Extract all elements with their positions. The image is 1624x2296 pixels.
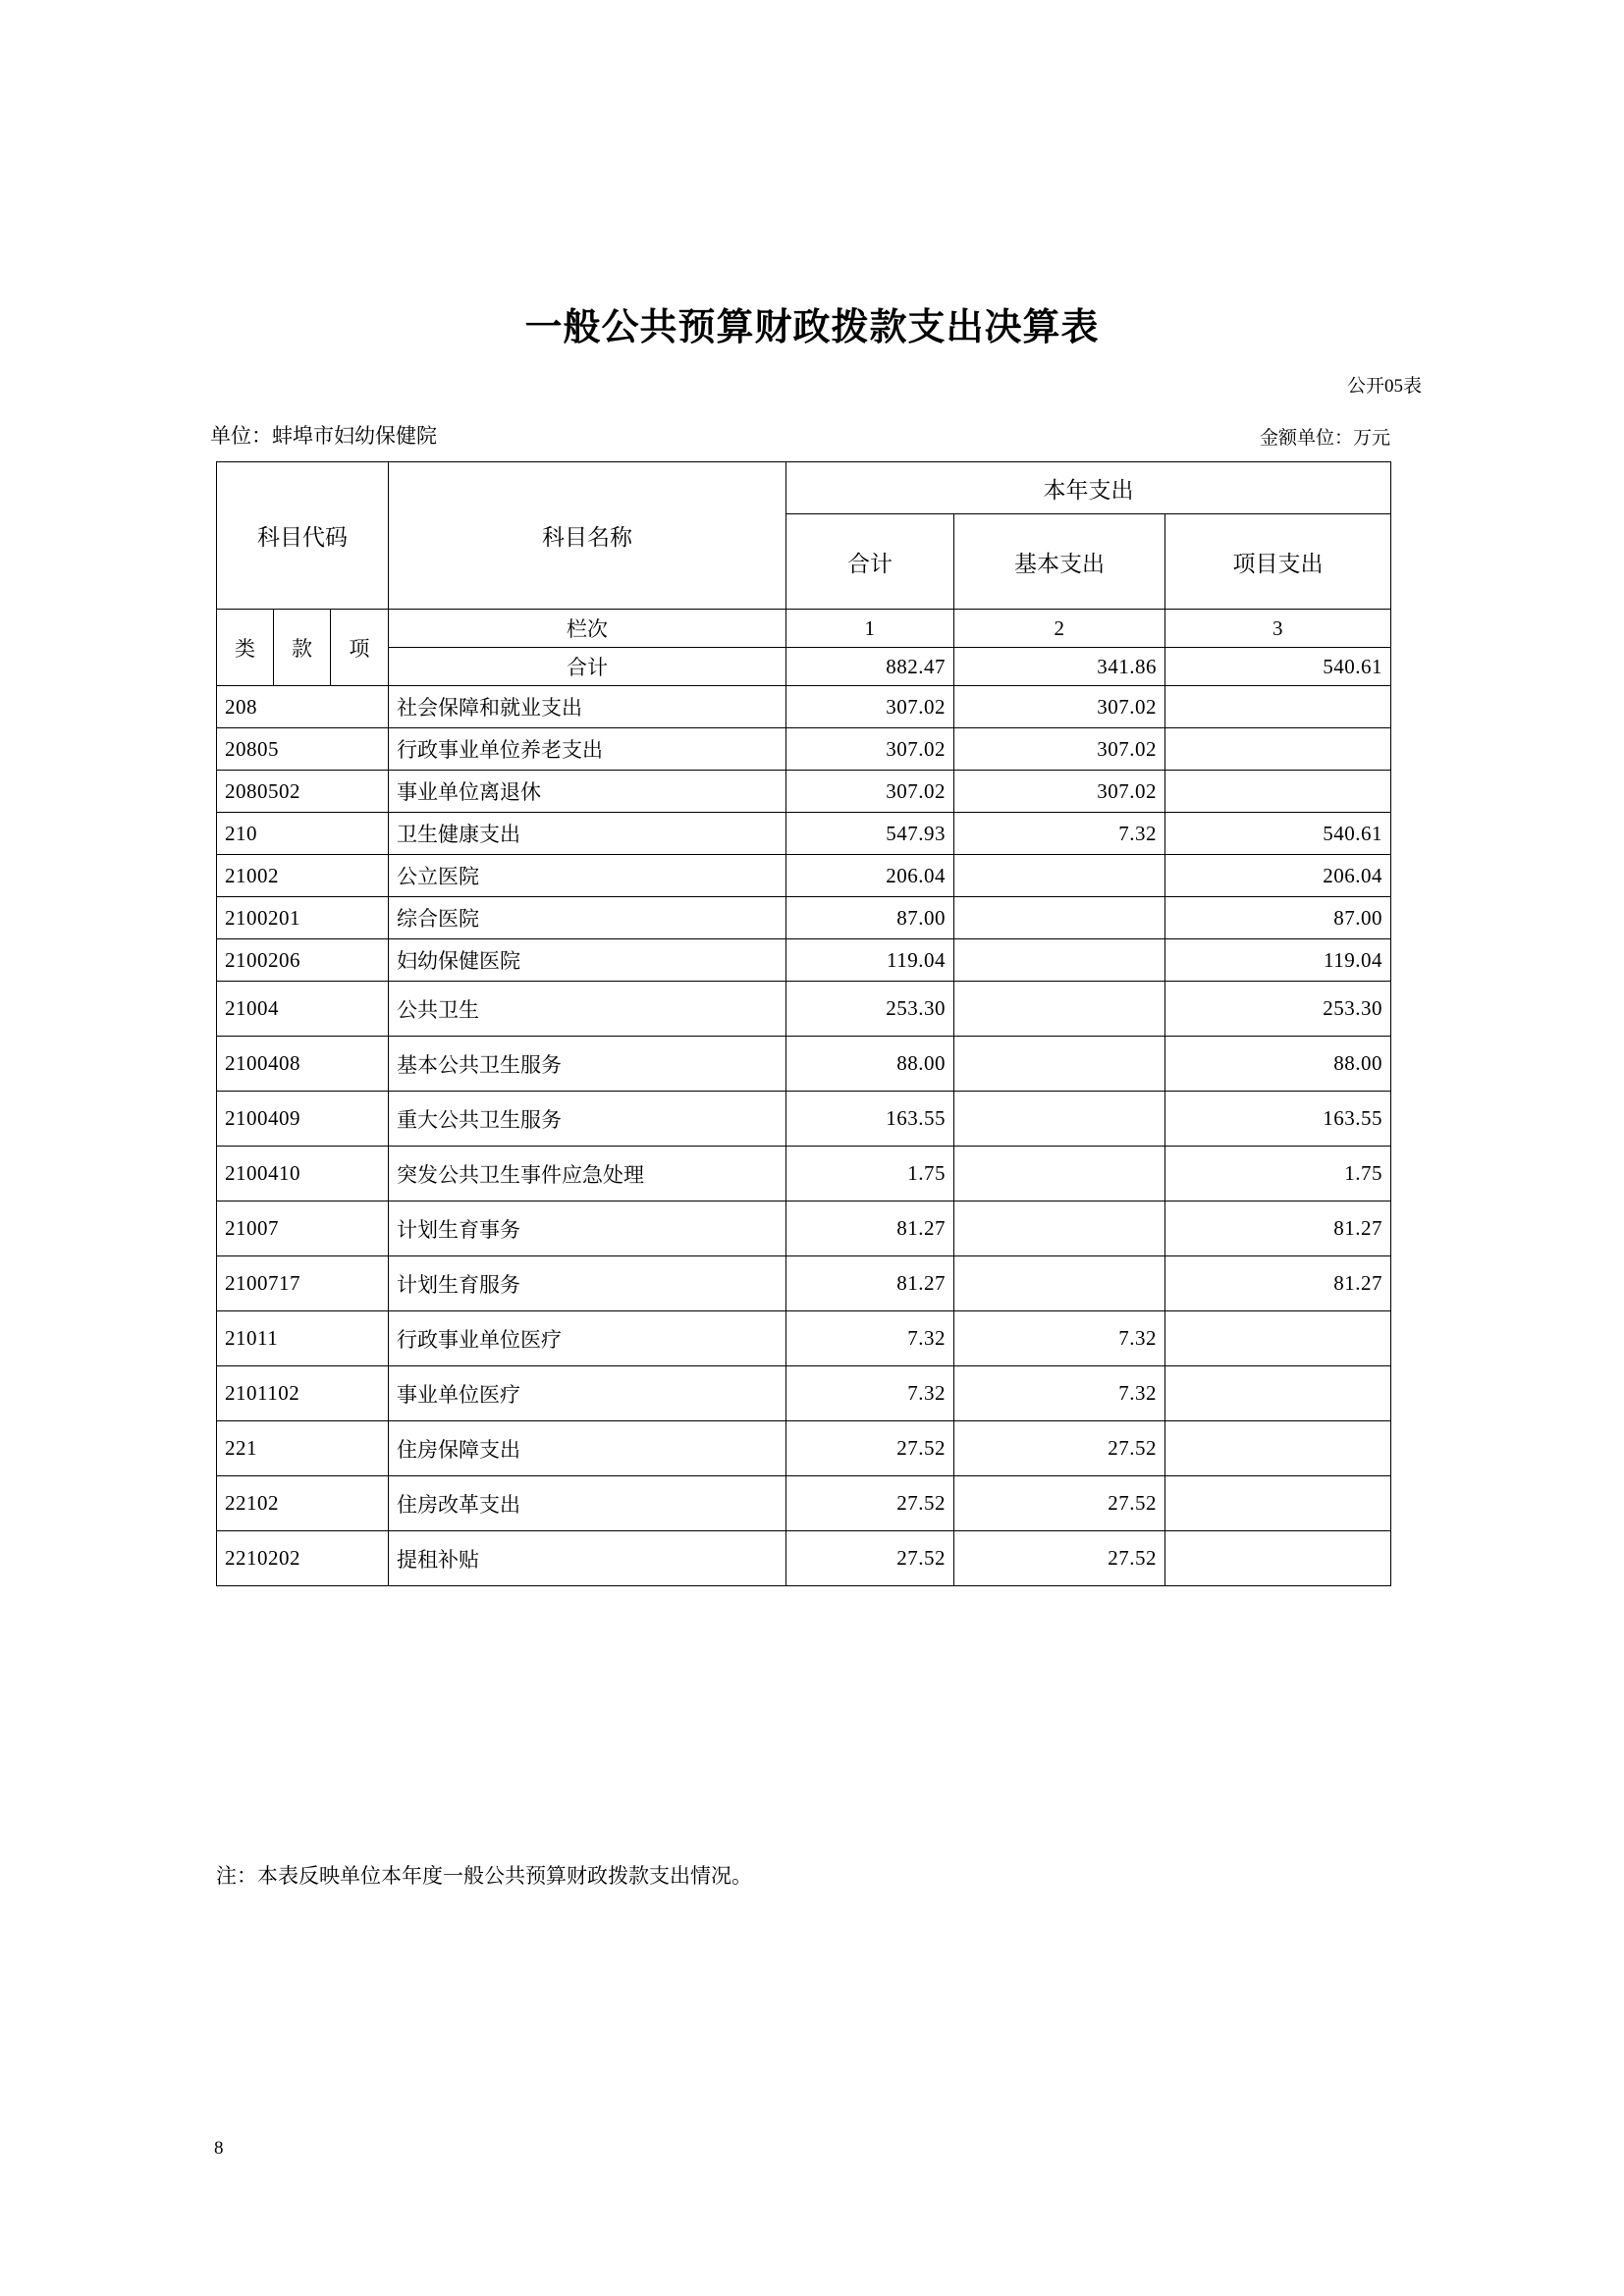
row-total: 7.32 xyxy=(786,1366,954,1421)
row-total: 88.00 xyxy=(786,1037,954,1092)
row-total: 27.52 xyxy=(786,1421,954,1476)
row-total: 253.30 xyxy=(786,982,954,1037)
row-total: 206.04 xyxy=(786,855,954,897)
row-basic-expenditure xyxy=(954,982,1165,1037)
row-project-expenditure: 540.61 xyxy=(1165,813,1391,855)
row-project-expenditure xyxy=(1165,1531,1391,1586)
header-col-3: 3 xyxy=(1165,610,1391,648)
header-lei: 类 xyxy=(217,610,274,686)
row-basic-expenditure: 7.32 xyxy=(954,1366,1165,1421)
row-subject-code: 21002 xyxy=(217,855,389,897)
row-project-expenditure xyxy=(1165,771,1391,813)
grand-total-basic: 341.86 xyxy=(954,648,1165,686)
row-subject-code: 21011 xyxy=(217,1311,389,1366)
row-total: 307.02 xyxy=(786,686,954,728)
row-basic-expenditure: 27.52 xyxy=(954,1421,1165,1476)
table-footnote: 注：本表反映单位本年度一般公共预算财政拨款支出情况。 xyxy=(216,1864,752,1888)
row-subject-name: 事业单位离退休 xyxy=(389,771,786,813)
table-row xyxy=(217,1476,1391,1531)
row-basic-expenditure xyxy=(954,897,1165,939)
row-total: 27.52 xyxy=(786,1476,954,1531)
table-row xyxy=(217,1037,1391,1092)
row-subject-code: 2100410 xyxy=(217,1147,389,1201)
row-subject-code: 2210202 xyxy=(217,1531,389,1586)
header-row-column-index xyxy=(217,610,1391,648)
row-project-expenditure xyxy=(1165,1311,1391,1366)
row-basic-expenditure xyxy=(954,1147,1165,1201)
header-col-1: 1 xyxy=(786,610,954,648)
row-subject-name: 妇幼保健医院 xyxy=(389,939,786,982)
table-body xyxy=(217,686,1391,1586)
row-subject-name: 计划生育服务 xyxy=(389,1256,786,1311)
row-project-expenditure xyxy=(1165,1476,1391,1531)
amount-unit-label: 金额单位：万元 xyxy=(1259,428,1390,449)
header-col-2: 2 xyxy=(954,610,1165,648)
row-subject-name: 基本公共卫生服务 xyxy=(389,1037,786,1092)
table-meta-row xyxy=(210,420,1390,450)
row-total: 547.93 xyxy=(786,813,954,855)
row-subject-name: 提租补贴 xyxy=(389,1531,786,1586)
row-basic-expenditure xyxy=(954,1037,1165,1092)
row-basic-expenditure: 7.32 xyxy=(954,1311,1165,1366)
row-subject-name: 住房改革支出 xyxy=(389,1476,786,1531)
row-subject-code: 2100206 xyxy=(217,939,389,982)
row-project-expenditure: 81.27 xyxy=(1165,1201,1391,1256)
table-row xyxy=(217,1256,1391,1311)
row-subject-code: 221 xyxy=(217,1421,389,1476)
table-header xyxy=(217,462,1391,686)
row-basic-expenditure: 307.02 xyxy=(954,728,1165,771)
row-subject-code: 20805 xyxy=(217,728,389,771)
row-basic-expenditure: 7.32 xyxy=(954,813,1165,855)
row-subject-code: 22102 xyxy=(217,1476,389,1531)
table-row xyxy=(217,1531,1391,1586)
row-basic-expenditure xyxy=(954,1092,1165,1147)
row-total: 81.27 xyxy=(786,1201,954,1256)
row-subject-code: 2100717 xyxy=(217,1256,389,1311)
row-subject-code: 2100408 xyxy=(217,1037,389,1092)
row-subject-code: 21007 xyxy=(217,1201,389,1256)
row-subject-name: 行政事业单位养老支出 xyxy=(389,728,786,771)
grand-total-project: 540.61 xyxy=(1165,648,1391,686)
table-row xyxy=(217,1311,1391,1366)
row-project-expenditure xyxy=(1165,728,1391,771)
row-subject-name: 事业单位医疗 xyxy=(389,1366,786,1421)
row-project-expenditure: 206.04 xyxy=(1165,855,1391,897)
row-project-expenditure: 1.75 xyxy=(1165,1147,1391,1201)
table-row xyxy=(217,686,1391,728)
row-basic-expenditure xyxy=(954,1201,1165,1256)
grand-total-row xyxy=(217,648,1391,686)
row-subject-name: 重大公共卫生服务 xyxy=(389,1092,786,1147)
header-row-top xyxy=(217,462,1391,514)
grand-total-total: 882.47 xyxy=(786,648,954,686)
table-row xyxy=(217,1421,1391,1476)
row-subject-code: 2100409 xyxy=(217,1092,389,1147)
header-kuan: 款 xyxy=(274,610,331,686)
row-project-expenditure: 88.00 xyxy=(1165,1037,1391,1092)
header-total: 合计 xyxy=(786,514,954,610)
row-basic-expenditure xyxy=(954,939,1165,982)
row-subject-name: 公立医院 xyxy=(389,855,786,897)
row-total: 307.02 xyxy=(786,771,954,813)
row-subject-code: 210 xyxy=(217,813,389,855)
row-project-expenditure: 81.27 xyxy=(1165,1256,1391,1311)
page-number: 8 xyxy=(214,2138,224,2159)
unit-label: 单位：蚌埠市妇幼保健院 xyxy=(210,424,437,448)
row-project-expenditure: 163.55 xyxy=(1165,1092,1391,1147)
row-basic-expenditure: 307.02 xyxy=(954,686,1165,728)
row-basic-expenditure xyxy=(954,855,1165,897)
header-subject-name: 科目名称 xyxy=(389,462,786,610)
table-row xyxy=(217,982,1391,1037)
row-basic-expenditure: 27.52 xyxy=(954,1476,1165,1531)
row-subject-code: 2101102 xyxy=(217,1366,389,1421)
row-total: 163.55 xyxy=(786,1092,954,1147)
row-subject-name: 卫生健康支出 xyxy=(389,813,786,855)
header-project-expenditure: 项目支出 xyxy=(1165,514,1391,610)
table-row xyxy=(217,855,1391,897)
header-column-index-label: 栏次 xyxy=(389,610,786,648)
row-subject-name: 计划生育事务 xyxy=(389,1201,786,1256)
row-subject-code: 208 xyxy=(217,686,389,728)
row-total: 1.75 xyxy=(786,1147,954,1201)
table-row xyxy=(217,1201,1391,1256)
row-total: 81.27 xyxy=(786,1256,954,1311)
row-total: 27.52 xyxy=(786,1531,954,1586)
row-project-expenditure xyxy=(1165,1366,1391,1421)
row-project-expenditure: 253.30 xyxy=(1165,982,1391,1037)
row-subject-name: 公共卫生 xyxy=(389,982,786,1037)
row-total: 119.04 xyxy=(786,939,954,982)
page-title: 一般公共预算财政拨款支出决算表 xyxy=(524,304,1100,348)
table-row xyxy=(217,1366,1391,1421)
form-number-label: 公开05表 xyxy=(1346,376,1422,397)
row-total: 7.32 xyxy=(786,1311,954,1366)
table-row xyxy=(217,728,1391,771)
budget-expenditure-table xyxy=(216,461,1391,1586)
table-row xyxy=(217,1092,1391,1147)
row-subject-name: 综合医院 xyxy=(389,897,786,939)
header-current-year: 本年支出 xyxy=(786,462,1391,514)
row-project-expenditure: 87.00 xyxy=(1165,897,1391,939)
header-xiang: 项 xyxy=(331,610,389,686)
grand-total-label: 合计 xyxy=(389,648,786,686)
table-row xyxy=(217,813,1391,855)
header-code-group: 科目代码 xyxy=(217,462,389,610)
row-project-expenditure: 119.04 xyxy=(1165,939,1391,982)
row-subject-name: 行政事业单位医疗 xyxy=(389,1311,786,1366)
row-subject-code: 21004 xyxy=(217,982,389,1037)
row-subject-name: 突发公共卫生事件应急处理 xyxy=(389,1147,786,1201)
row-subject-code: 2100201 xyxy=(217,897,389,939)
row-total: 307.02 xyxy=(786,728,954,771)
table-row xyxy=(217,771,1391,813)
table-row xyxy=(217,897,1391,939)
row-project-expenditure xyxy=(1165,686,1391,728)
table-row xyxy=(217,939,1391,982)
table-row xyxy=(217,1147,1391,1201)
row-subject-name: 社会保障和就业支出 xyxy=(389,686,786,728)
row-subject-name: 住房保障支出 xyxy=(389,1421,786,1476)
row-basic-expenditure xyxy=(954,1256,1165,1311)
row-project-expenditure xyxy=(1165,1421,1391,1476)
row-subject-code: 2080502 xyxy=(217,771,389,813)
header-basic-expenditure: 基本支出 xyxy=(954,514,1165,610)
row-basic-expenditure: 27.52 xyxy=(954,1531,1165,1586)
row-total: 87.00 xyxy=(786,897,954,939)
row-basic-expenditure: 307.02 xyxy=(954,771,1165,813)
